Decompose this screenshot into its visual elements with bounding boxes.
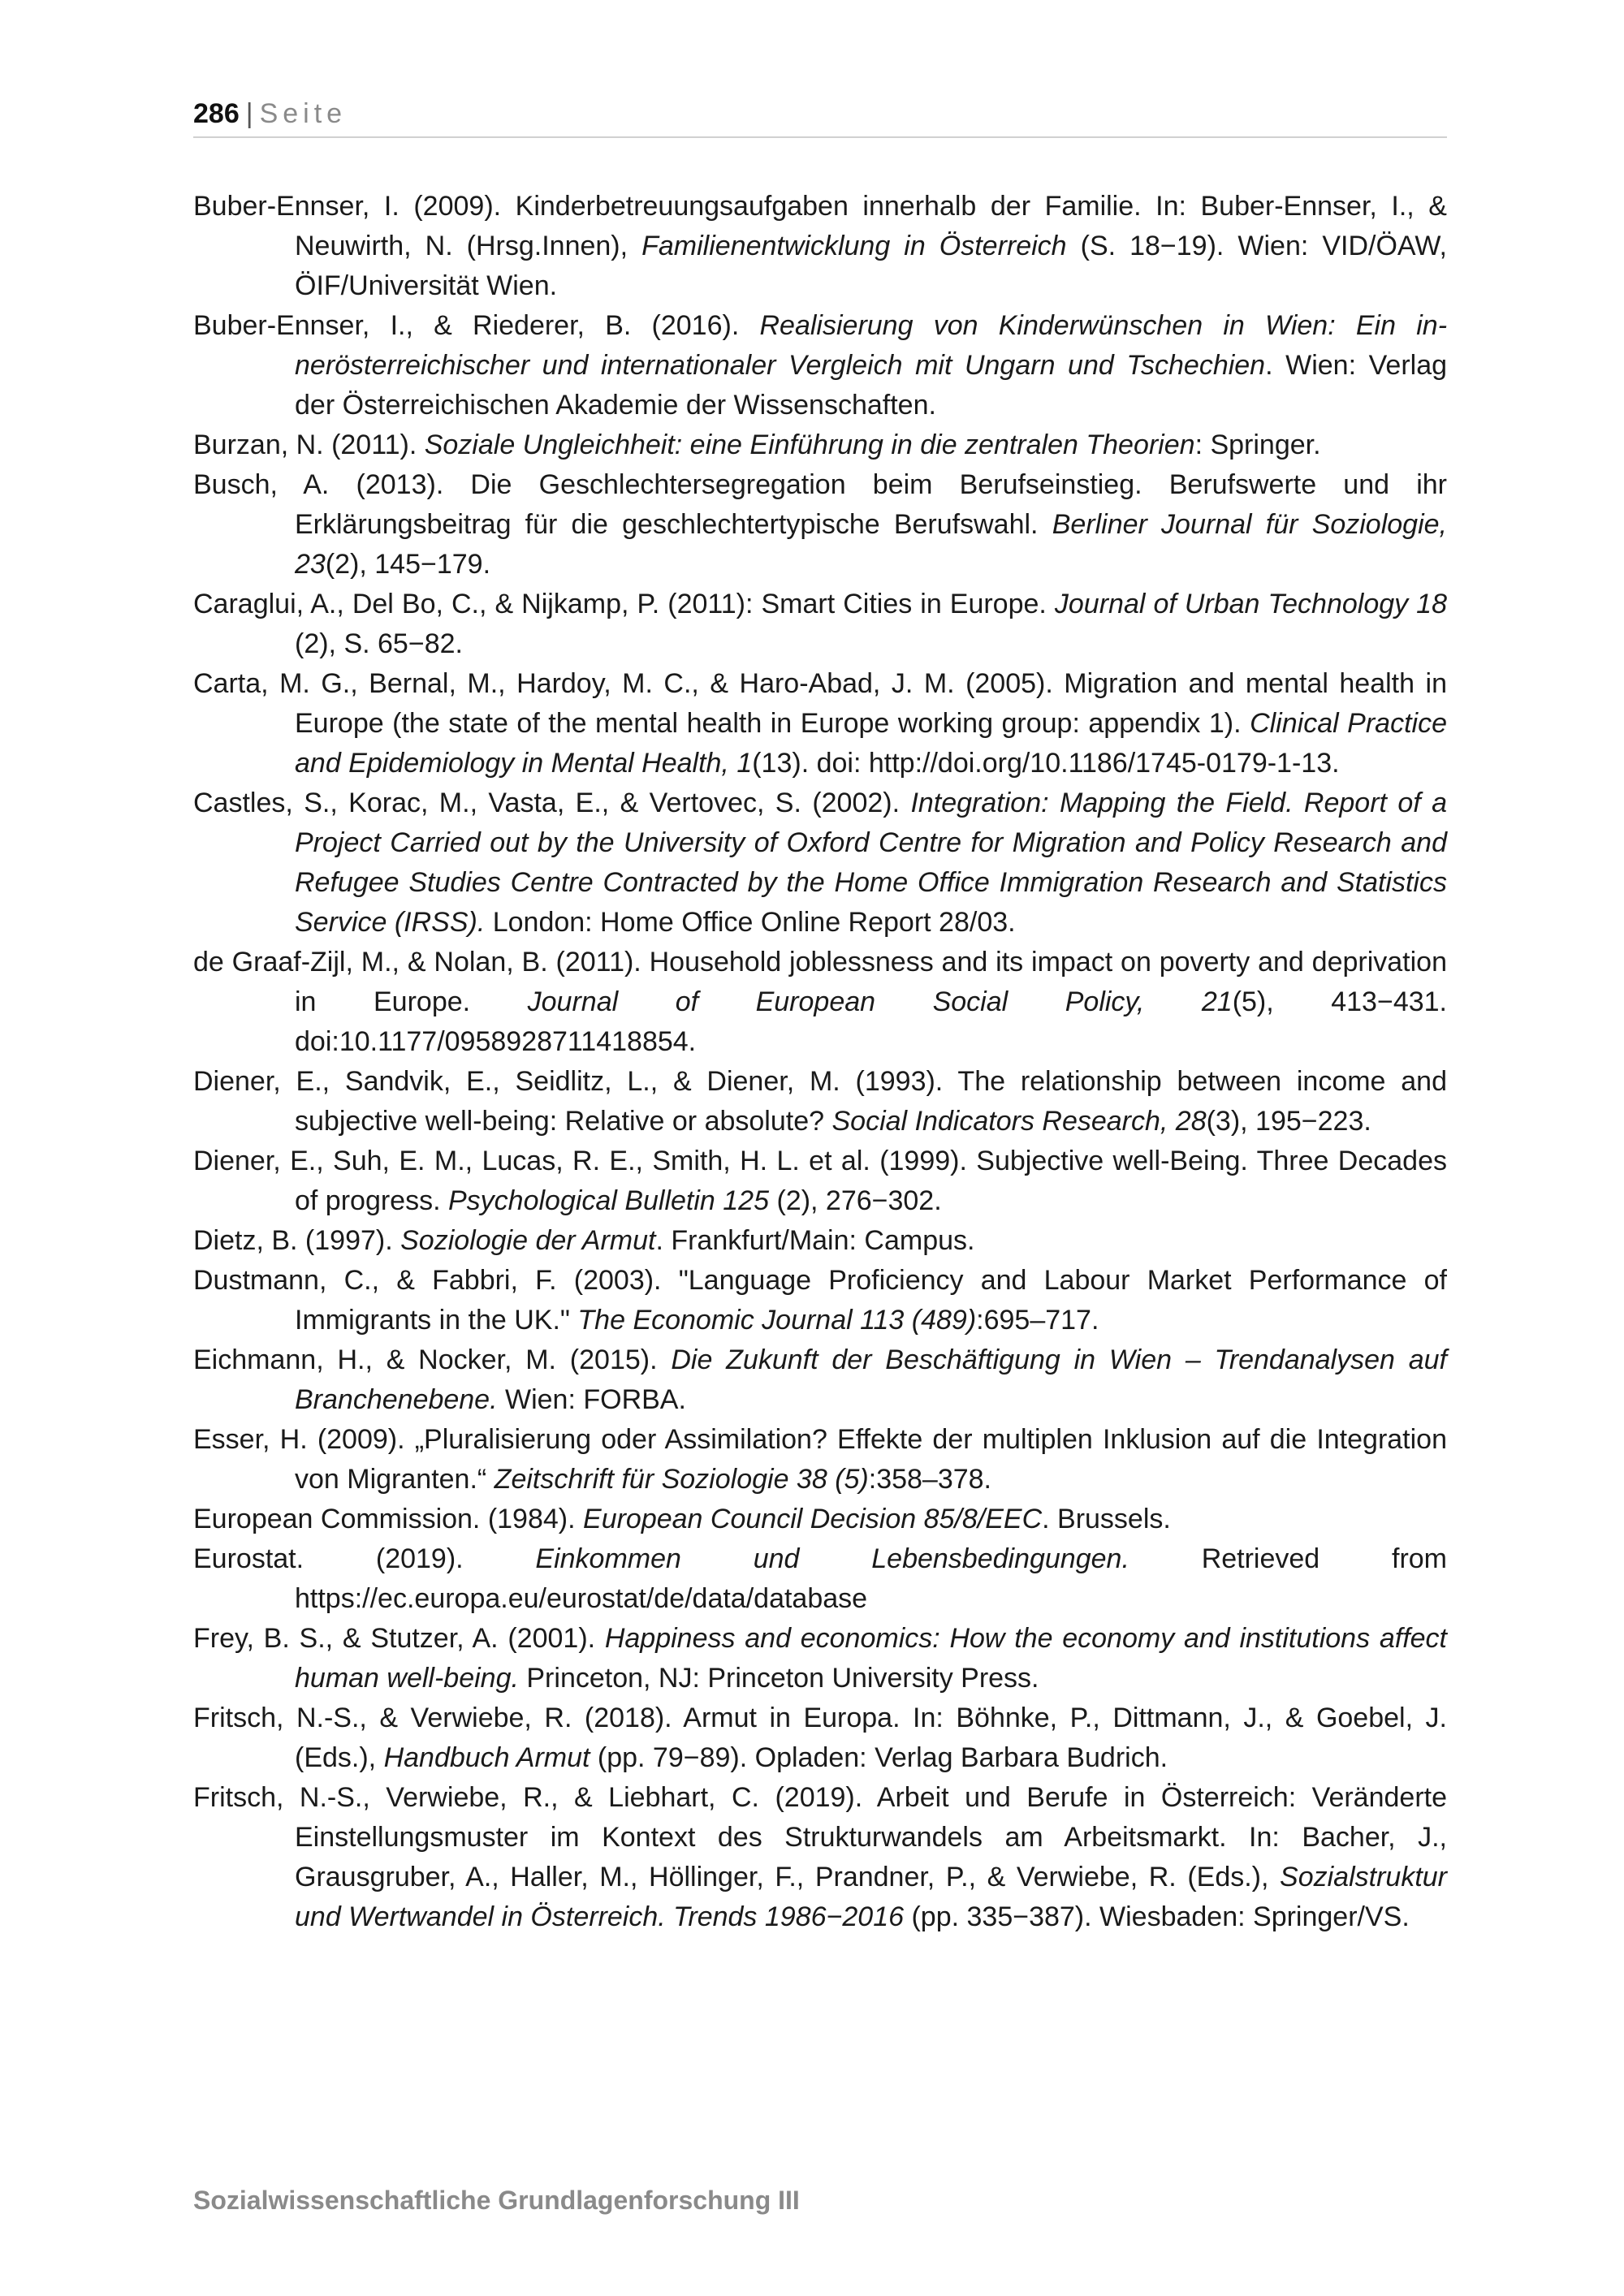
reference-text: : Springer. bbox=[1194, 429, 1321, 460]
reference-entry bbox=[193, 1142, 1447, 1221]
reference-text: (pp. 79−89). Opladen: Verlag Barbara Budrich. bbox=[590, 1742, 1168, 1773]
reference-entry bbox=[193, 1261, 1447, 1340]
reference-text: de Graaf-Zijl, M., & Nolan, B. (2011). Household joblessness and its impact on poverty and deprivation in Europe. bbox=[193, 947, 1447, 1017]
reference-title: Soziale Ungleichheit: eine Einführung in die zentralen Theorien bbox=[424, 429, 1195, 460]
page-number: 286 bbox=[193, 98, 240, 129]
reference-entry bbox=[193, 1221, 1447, 1261]
reference-text: (S. 18−19). Wien: VID/ÖAW, ÖIF/Universität Wien. bbox=[295, 231, 1447, 301]
reference-text: . Wien: Verlag der Österreichischen Akademie der Wissenschaften. bbox=[295, 350, 1448, 421]
reference-entry bbox=[193, 306, 1447, 425]
reference-title: Die Zukunft der Beschäftigung in Wien – Trendanalysen auf Branchenebene. bbox=[295, 1344, 1447, 1415]
reference-title: Berliner Journal für Soziologie, 23 bbox=[295, 509, 1447, 580]
reference-text: Buber-Ennser, I. (2009). Kinderbetreuungsaufgaben innerhalb der Familie. In: Buber-Ennser, I., & Neuwirth, N. (Hrsg.Innen), bbox=[193, 191, 1447, 261]
reference-text: Diener, E., Sandvik, E., Seidlitz, L., & Diener, M. (1993). The relationship between income and subjective well-being: Relative or absolute? bbox=[193, 1066, 1447, 1137]
reference-entry bbox=[193, 664, 1447, 783]
reference-text: (2), 145−179. bbox=[325, 549, 491, 580]
reference-entry bbox=[193, 783, 1447, 943]
reference-title: Clinical Practice and Epidemiology in Mental Health, 1 bbox=[295, 708, 1447, 779]
reference-title: Psychological Bulletin 125 bbox=[447, 1185, 770, 1216]
reference-text: Frey, B. S., & Stutzer, A. (2001). bbox=[193, 1623, 605, 1654]
reference-text: Eichmann, H., & Nocker, M. (2015). bbox=[193, 1344, 672, 1375]
reference-title: Soziologie der Armut bbox=[400, 1225, 656, 1256]
reference-entry bbox=[193, 1698, 1447, 1778]
page-label: Seite bbox=[259, 98, 348, 129]
reference-text: Fritsch, N.-S., & Verwiebe, R. (2018). Armut in Europa. In: Böhnke, P., Dittmann, J., & Goebel, J. (Eds.), bbox=[193, 1703, 1447, 1773]
reference-text: (3), 195−223. bbox=[1206, 1106, 1371, 1137]
reference-title: Social Indicators Research, 28 bbox=[831, 1106, 1207, 1137]
reference-title: Integration: Mapping the Field. Report of a Project Carried out by the University of Oxford Centre for Migration and Policy Research and Refugee Studies Centre Contracted by the Home Office Immigration Research and Statistics Service (IRSS). bbox=[295, 788, 1448, 938]
reference-text: Buber-Ennser, I., & Riederer, B. (2016). bbox=[193, 310, 760, 341]
reference-entry bbox=[193, 187, 1447, 306]
reference-title: Journal of Urban Technology 18 bbox=[1054, 589, 1447, 619]
reference-title: Zeitschrift für Soziologie 38 (5) bbox=[494, 1464, 869, 1495]
reference-entry bbox=[193, 1062, 1447, 1142]
reference-text: . Brussels. bbox=[1042, 1504, 1171, 1534]
reference-text: (5), 413−431. doi:10.1177/0958928711418854. bbox=[295, 986, 1447, 1057]
reference-text: Carta, M. G., Bernal, M., Hardoy, M. C., & Haro-Abad, J. M. (2005). Migration and mental health in Europe (the state of the mental health in Europe working group: appendix 1). bbox=[193, 668, 1447, 739]
reference-text: (pp. 335−387). Wiesbaden: Springer/VS. bbox=[904, 1901, 1410, 1932]
reference-text: :358–378. bbox=[868, 1464, 992, 1495]
reference-text: European Commission. (1984). bbox=[193, 1504, 584, 1534]
reference-text: Wien: FORBA. bbox=[497, 1384, 686, 1415]
reference-text: Fritsch, N.-S., Verwiebe, R., & Liebhart, C. (2019). Arbeit und Berufe in Österreich: Veränderte Einstellungsmuster im Kontext des Strukturwandels am Arbeitsmarkt. In: Bacher, J., Grausgruber, A., Haller, M., Höllinger, F., Prandner, P., & Verwiebe, R. (Eds.), bbox=[193, 1782, 1447, 1892]
reference-text: Retrieved from https://ec.europa.eu/eurostat/de/data/database bbox=[295, 1543, 1448, 1614]
reference-entry bbox=[193, 425, 1447, 465]
reference-text: Busch, A. (2013). Die Geschlechtersegregation beim Berufseinstieg. Berufswerte und ihr Erklärungsbeitrag für die geschlechtertypische Berufswahl. bbox=[193, 469, 1447, 540]
reference-entry bbox=[193, 1340, 1447, 1420]
header-text bbox=[193, 97, 347, 130]
reference-title: Happiness and economics: How the economy and institutions affect human well-being. bbox=[295, 1623, 1447, 1694]
page-footer: Sozialwissenschaftliche Grundlagenforschung III bbox=[193, 2186, 800, 2215]
reference-entry bbox=[193, 1500, 1447, 1539]
reference-text: . Frankfurt/Main: Campus. bbox=[655, 1225, 975, 1256]
reference-text: :695–717. bbox=[976, 1305, 1099, 1336]
reference-title: Handbuch Armut bbox=[383, 1742, 590, 1773]
reference-text: (13). doi: http://doi.org/10.1186/1745-0179-1-13. bbox=[752, 748, 1340, 779]
reference-text: Dustmann, C., & Fabbri, F. (2003). "Language Proficiency and Labour Market Performance of Immigrants in the UK." bbox=[193, 1265, 1447, 1336]
reference-title: Familienentwicklung in Österreich bbox=[641, 231, 1067, 261]
reference-text: Burzan, N. (2011). bbox=[193, 429, 425, 460]
reference-entry bbox=[193, 1619, 1447, 1698]
reference-text: Caraglui, A., Del Bo, C., & Nijkamp, P. (2011): Smart Cities in Europe. bbox=[193, 589, 1055, 619]
reference-title: Journal of European Social Policy, 21 bbox=[527, 986, 1233, 1017]
reference-entry bbox=[193, 585, 1447, 664]
reference-text: (2), 276−302. bbox=[769, 1185, 942, 1216]
reference-text: Diener, E., Suh, E. M., Lucas, R. E., Smith, H. L. et al. (1999). Subjective well-Being. Three Decades of progress. bbox=[193, 1146, 1447, 1216]
header-separator: | bbox=[245, 98, 253, 129]
reference-text: Esser, H. (2009). „Pluralisierung oder Assimilation? Effekte der multiplen Inklusion auf die Integration von Migranten.“ bbox=[193, 1424, 1447, 1495]
reference-text: Dietz, B. (1997). bbox=[193, 1225, 401, 1256]
reference-list bbox=[193, 187, 1447, 1937]
reference-text: Eurostat. (2019). bbox=[193, 1543, 536, 1574]
reference-text: (2), S. 65−82. bbox=[295, 628, 463, 659]
reference-title: Sozialstruktur und Wertwandel in Österreich. Trends 1986−2016 bbox=[295, 1862, 1447, 1932]
reference-entry bbox=[193, 943, 1447, 1062]
page-header bbox=[193, 88, 1447, 138]
reference-entry bbox=[193, 465, 1447, 585]
reference-entry bbox=[193, 1420, 1447, 1500]
reference-text: London: Home Office Online Report 28/03. bbox=[485, 907, 1016, 938]
reference-text: Princeton, NJ: Princeton University Press. bbox=[518, 1663, 1039, 1694]
reference-title: Realisierung von Kinderwünschen in Wien: Ein innerösterreichischer und internationaler Vergleich mit Ungarn und Tschechien bbox=[295, 310, 1448, 381]
reference-entry bbox=[193, 1539, 1447, 1619]
reference-entry bbox=[193, 1778, 1447, 1937]
reference-title: The Economic Journal 113 (489) bbox=[577, 1305, 977, 1336]
reference-title: European Council Decision 85/8/EEC bbox=[583, 1504, 1043, 1534]
reference-text: Castles, S., Korac, M., Vasta, E., & Vertovec, S. (2002). bbox=[193, 788, 911, 818]
reference-title: Einkommen und Lebensbedingungen. bbox=[535, 1543, 1129, 1574]
